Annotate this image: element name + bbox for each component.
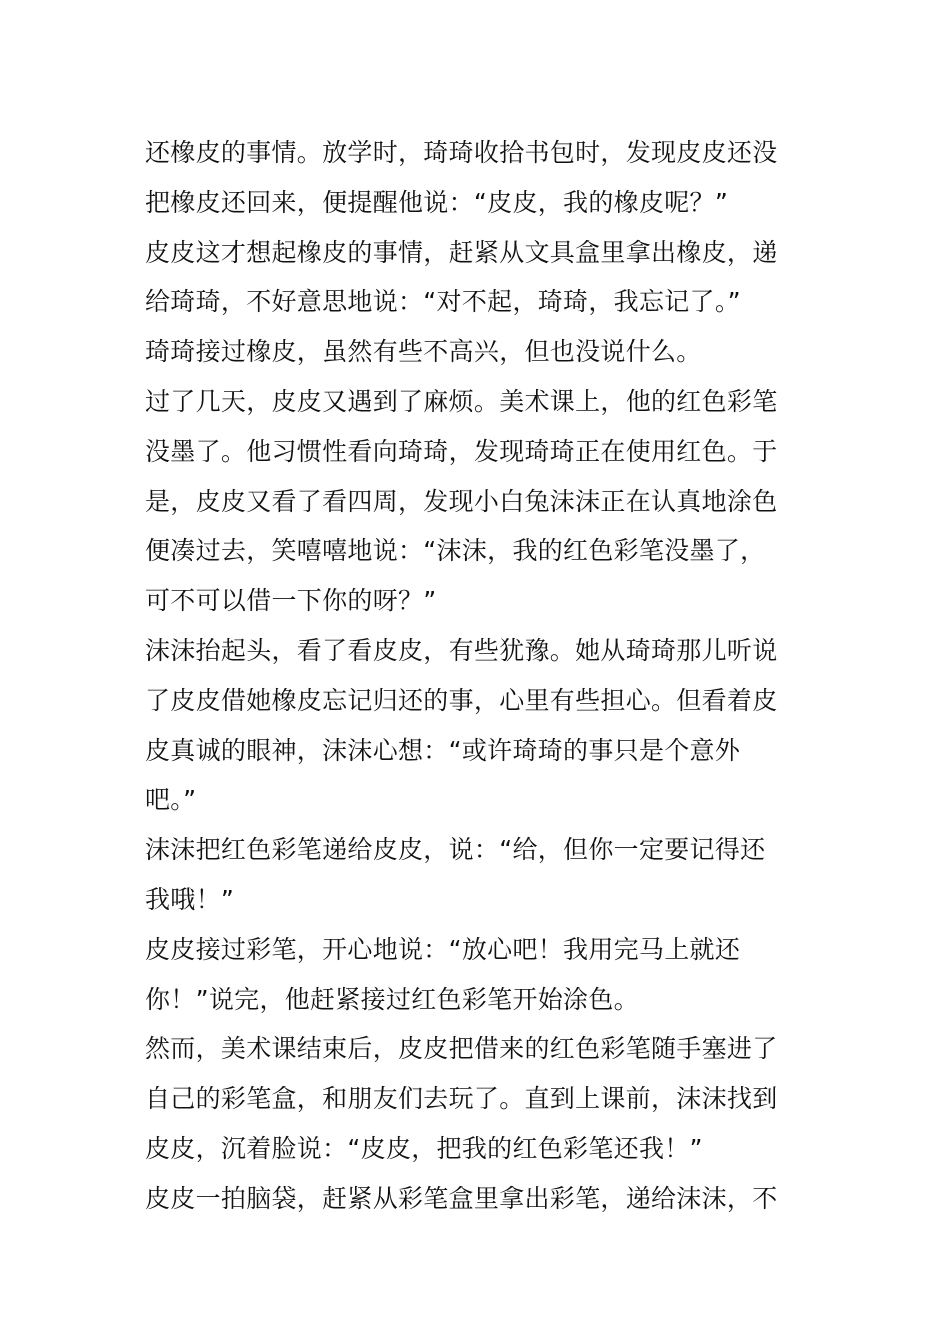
text-line: 没墨了。他习惯性看向琦琦，发现琦琦正在使用红色。于 [145, 436, 778, 466]
text-line: 沫沫抬起头，看了看皮皮，有些犹豫。她从琦琦那儿听说 [145, 635, 778, 665]
text-line: 然而，美术课结束后，皮皮把借来的红色彩笔随手塞进了 [145, 1034, 778, 1064]
text-line: 可不可以借一下你的呀？” [145, 586, 437, 616]
text-line: 我哦！” [145, 884, 235, 914]
text-line: 皮皮，沉着脸说：“皮皮，把我的红色彩笔还我！” [145, 1133, 703, 1163]
text-line: 皮真诚的眼神，沫沫心想：“或许琦琦的事只是个意外 [145, 735, 741, 765]
text-line: 过了几天，皮皮又遇到了麻烦。美术课上，他的红色彩笔 [145, 386, 778, 416]
text-line: 了皮皮借她橡皮忘记归还的事，心里有些担心。但看着皮 [145, 685, 778, 715]
text-line: 皮皮这才想起橡皮的事情，赶紧从文具盒里拿出橡皮，递 [145, 237, 778, 267]
story-text [145, 128, 815, 1224]
text-line: 皮皮接过彩笔，开心地说：“放心吧！我用完马上就还 [145, 934, 741, 964]
text-line: 给琦琦，不好意思地说：“对不起，琦琦，我忘记了。” [145, 287, 741, 317]
text-line: 把橡皮还回来，便提醒他说：“皮皮，我的橡皮呢？” [145, 187, 729, 217]
text-line: 自己的彩笔盒，和朋友们去玩了。直到上课前，沫沫找到 [145, 1084, 778, 1114]
text-line: 还橡皮的事情。放学时，琦琦收拾书包时，发现皮皮还没 [145, 138, 778, 167]
text-line: 便凑过去，笑嘻嘻地说：“沫沫，我的红色彩笔没墨了， [145, 536, 766, 566]
text-line: 你！”说完，他赶紧接过红色彩笔开始涂色。 [145, 984, 639, 1014]
text-line: 是，皮皮又看了看四周，发现小白兔沫沫正在认真地涂色 [145, 486, 778, 516]
text-line: 吧。” [145, 785, 197, 815]
text-line: 沫沫把红色彩笔递给皮皮，说：“给，但你一定要记得还 [145, 835, 766, 865]
text-line: 琦琦接过橡皮，虽然有些不高兴，但也没说什么。 [145, 337, 702, 367]
text-line: 皮皮一拍脑袋，赶紧从彩笔盒里拿出彩笔，递给沫沫，不 [145, 1183, 778, 1213]
